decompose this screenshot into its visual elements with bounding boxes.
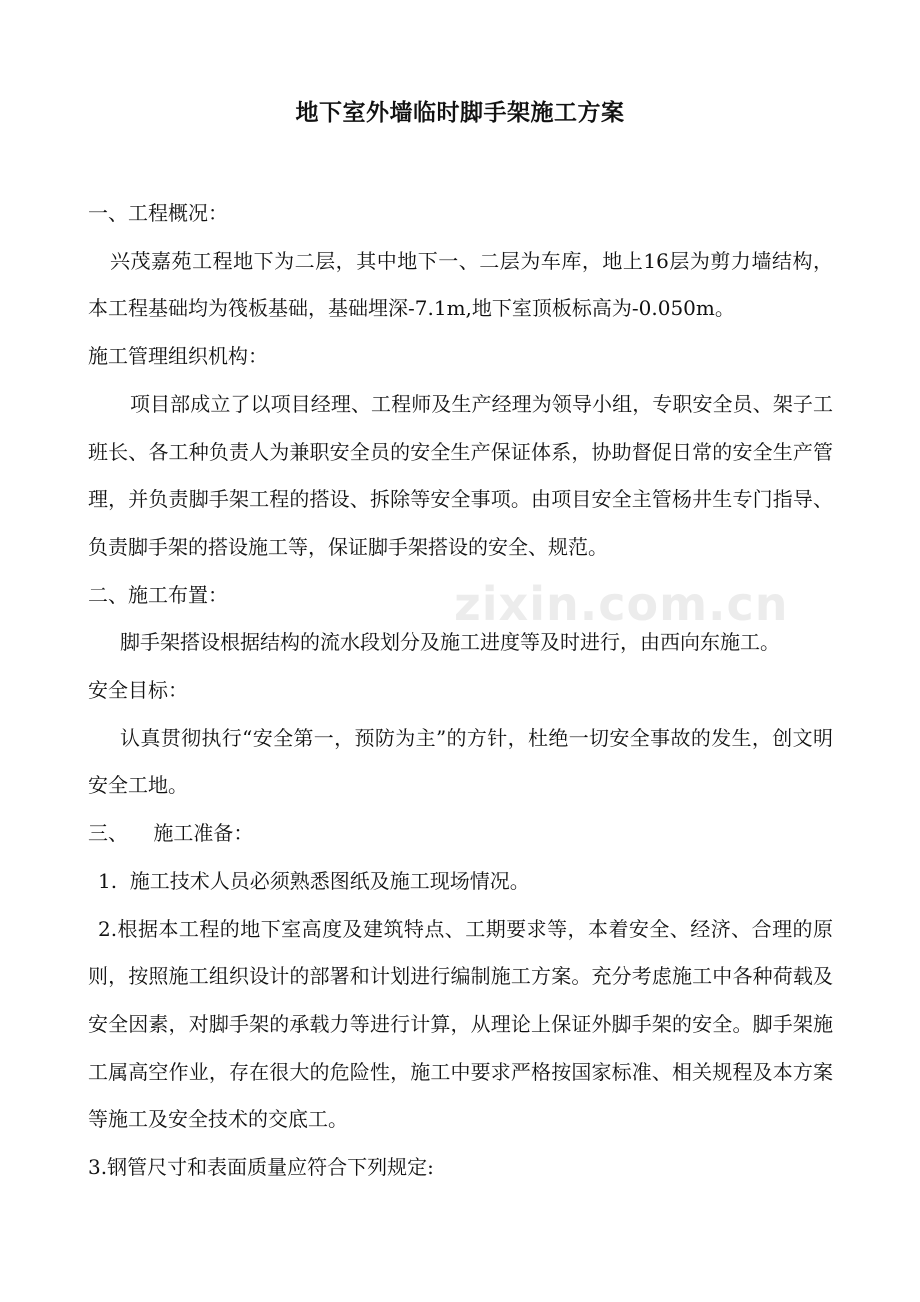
document-title: 地下室外墙临时脚手架施工方案 (295, 100, 625, 126)
list-item-1: 1. 施工技术人员必须熟悉图纸及施工现场情况。 (98, 868, 530, 893)
subheading-organization: 施工管理组织机构： (88, 344, 268, 369)
subheading-safety-goal: 安全目标： (88, 678, 188, 703)
paragraph-organization: 项目部成立了以项目经理、工程师及生产经理为领导小组，专职安全员、架子工班长、各工种负责人为兼职安全员的安全生产保证体系，协助督促日常的安全生产管理，并负责脚手架工程的搭设、拆除等安全事项。由项目安全主管杨井生专门指导、负责脚手架的搭设施工等，保证脚手架搭设的安全、规范。 (88, 391, 833, 559)
section-heading-layout: 二、施工布置： (88, 582, 228, 607)
list-item-3: 3.钢管尺寸和表面质量应符合下列规定: (88, 1155, 434, 1180)
paragraph-layout: 脚手架搭设根据结构的流水段划分及施工进度等及时进行，由西向东施工。 (120, 630, 780, 655)
paragraph-project-overview: 兴茂嘉苑工程地下为二层，其中地下一、二层为车库，地上16层为剪力墙结构，本工程基础均为筏板基础，基础埋深-7.1m,地下室顶板标高为-0.050m。 (88, 248, 833, 321)
watermark: zixin.com.cn (454, 577, 789, 631)
section-heading-preparation: 三、 施工准备： (88, 821, 254, 846)
paragraph-safety-goal: 认真贯彻执行“安全第一，预防为主”的方针，杜绝一切安全事故的发生，创文明安全工地。 (88, 725, 833, 798)
document-body (88, 190, 833, 1192)
section-heading-overview: 一、工程概况： (88, 201, 228, 225)
list-item-2: 2.根据本工程的地下室高度及建筑特点、工期要求等，本着安全、经济、合理的原则，按照施工组织设计的部署和计划进行编制施工方案。充分考虑施工中各种荷载及安全因素，对脚手架的承载力等进行计算，从理论上保证外脚手架的安全。脚手架施工属高空作业，存在很大的危险性，施工中要求严格按国家标准、相关规程及本方案等施工及安全技术的交底工。 (88, 916, 833, 1132)
